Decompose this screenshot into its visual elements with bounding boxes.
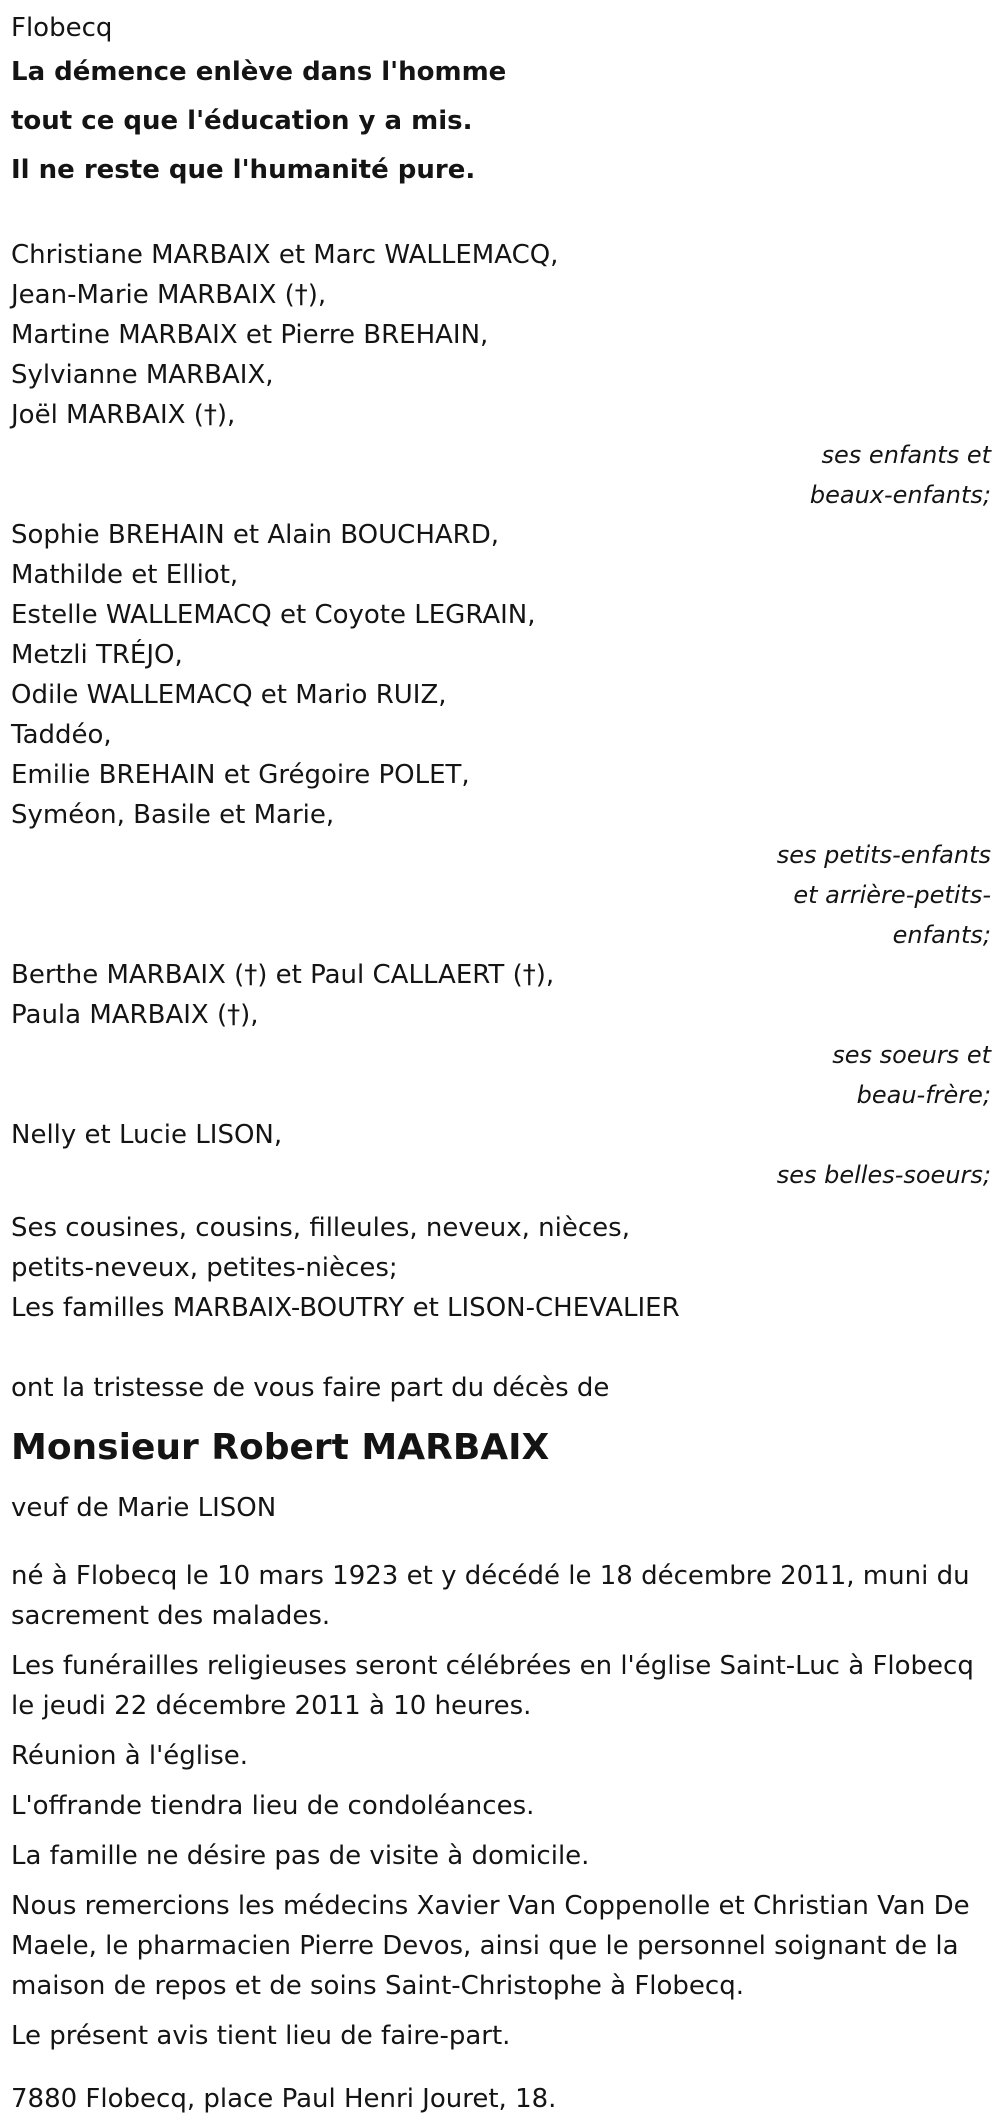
relation-label: enfants; bbox=[892, 921, 991, 949]
offering-paragraph: L'offrande tiendra lieu de condoléances. bbox=[11, 1791, 535, 1821]
family-name-line: Joël MARBAIX (†), bbox=[11, 400, 236, 430]
relation-label: beau-frère; bbox=[856, 1081, 991, 1109]
family-name-line: Sylvianne MARBAIX, bbox=[11, 360, 274, 390]
family-name-line: petits-neveux, petites-nièces; bbox=[11, 1253, 398, 1283]
quote-line-2: tout ce que l'éducation y a mis. bbox=[11, 106, 473, 136]
family-name-line: Berthe MARBAIX (†) et Paul CALLAERT (†), bbox=[11, 960, 555, 990]
deceased-name: Monsieur Robert MARBAIX bbox=[11, 1427, 550, 1468]
announcement-text: ont la tristesse de vous faire part du décès de bbox=[11, 1373, 610, 1403]
family-name-line: Ses cousines, cousins, filleules, neveux, nièces, bbox=[11, 1213, 630, 1243]
birth-death-paragraph: né à Flobecq le 10 mars 1923 et y décédé le 18 décembre 2011, muni du sacrement des malades. bbox=[11, 1561, 970, 1631]
family-group-sisters-in-law bbox=[11, 1115, 990, 1195]
family-group-relatives bbox=[11, 1208, 990, 1328]
family-group-siblings bbox=[11, 955, 990, 1115]
relation-label: et arrière-petits- bbox=[793, 881, 991, 909]
family-name-line: Estelle WALLEMACQ et Coyote LEGRAIN, bbox=[11, 600, 536, 630]
family-name-line: Jean-Marie MARBAIX (†), bbox=[11, 280, 327, 310]
relation-label: ses petits-enfants bbox=[776, 841, 991, 869]
notice-paragraph: Le présent avis tient lieu de faire-part. bbox=[11, 2021, 511, 2051]
relation-label: beaux-enfants; bbox=[809, 481, 991, 509]
family-group-children bbox=[11, 235, 990, 515]
family-name-line: Taddéo, bbox=[11, 720, 112, 750]
family-name-line: Nelly et Lucie LISON, bbox=[11, 1120, 283, 1150]
family-name-line: Syméon, Basile et Marie, bbox=[11, 800, 335, 830]
details-section bbox=[11, 1556, 990, 2056]
relation-label: ses soeurs et bbox=[832, 1041, 991, 1069]
family-name-line: Metzli TRÉJO, bbox=[11, 640, 183, 670]
widower-text: veuf de Marie LISON bbox=[11, 1493, 277, 1523]
family-name-line: Martine MARBAIX et Pierre BREHAIN, bbox=[11, 320, 489, 350]
meeting-paragraph: Réunion à l'église. bbox=[11, 1741, 249, 1771]
quote-line-1: La démence enlève dans l'homme bbox=[11, 57, 507, 87]
family-group-grandchildren bbox=[11, 515, 990, 955]
no-visit-paragraph: La famille ne désire pas de visite à domicile. bbox=[11, 1841, 590, 1871]
family-name-line: Les familles MARBAIX-BOUTRY et LISON-CHEVALIER bbox=[11, 1293, 680, 1323]
relation-label: ses enfants et bbox=[821, 441, 991, 469]
address-text: 7880 Flobecq, place Paul Henri Jouret, 18. bbox=[11, 2084, 557, 2114]
family-name-line: Mathilde et Elliot, bbox=[11, 560, 239, 590]
family-name-line: Paula MARBAIX (†), bbox=[11, 1000, 259, 1030]
family-name-line: Odile WALLEMACQ et Mario RUIZ, bbox=[11, 680, 447, 710]
thanks-paragraph: Nous remercions les médecins Xavier Van Coppenolle et Christian Van De Maele, le pharmacien Pierre Devos, ainsi que le personnel soignant de la maison de repos et de soins Saint-Christophe à Flobecq. bbox=[11, 1891, 970, 2001]
quote-line-3: Il ne reste que l'humanité pure. bbox=[11, 155, 476, 185]
funeral-paragraph: Les funérailles religieuses seront célébrées en l'église Saint-Luc à Flobecq le jeudi 22 décembre 2011 à 10 heures. bbox=[11, 1651, 974, 1721]
family-name-line: Christiane MARBAIX et Marc WALLEMACQ, bbox=[11, 240, 559, 270]
family-name-line: Emilie BREHAIN et Grégoire POLET, bbox=[11, 760, 470, 790]
relation-label: ses belles-soeurs; bbox=[776, 1161, 991, 1189]
family-name-line: Sophie BREHAIN et Alain BOUCHARD, bbox=[11, 520, 500, 550]
place-name: Flobecq bbox=[11, 13, 113, 43]
